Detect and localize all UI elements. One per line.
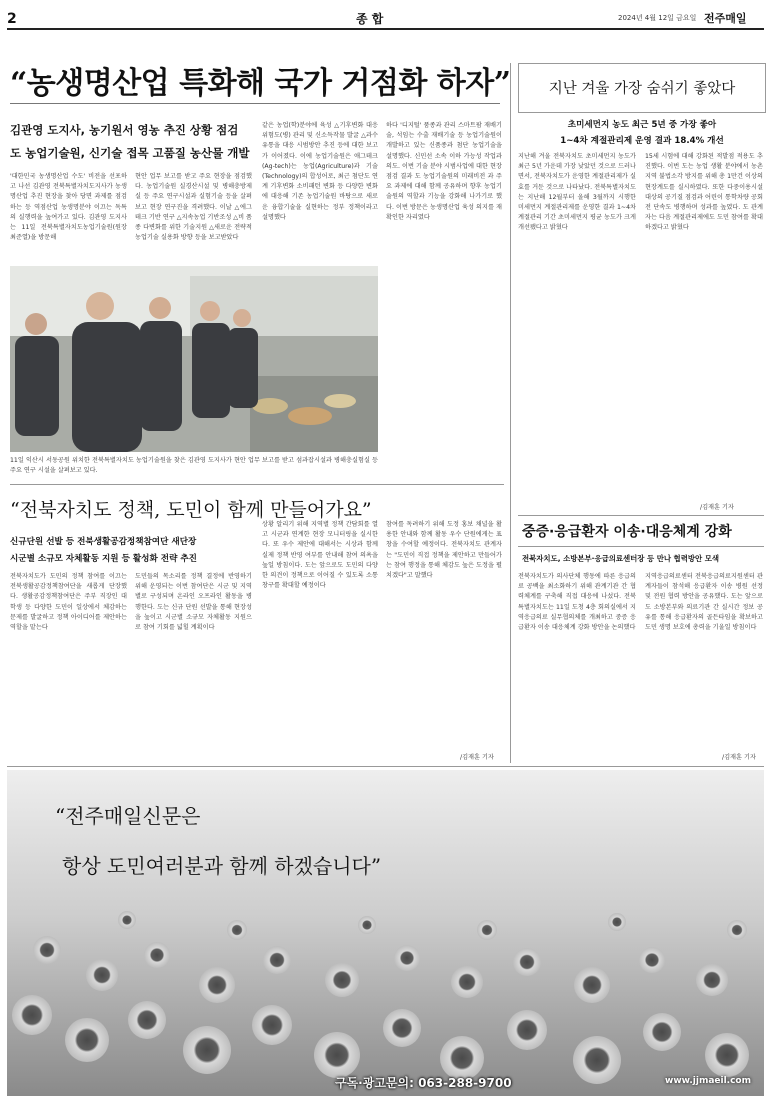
side1-body-col2: 15세 시험에 대해 강화된 적발점 적용도 추진했다. 이번 도는 농업 생활 분야에서 농촌지역 불법소각 방지를 위해 총 1만건 이상의 현장계도를 실시하였다. 또한 다중이용시설 대상의 공기질 점검과 어린이 통학차량 공회전 단속도 병행하며 성과를 높였다. 도 관계자는 다음 계절관리제에도 도민 참여를 확대하겠다고 밝혔다: [645, 153, 763, 232]
main-body-col3: 같은 농업(학)분야에 육성 △기후변화 대응 위험도(병) 관리 및 신소득작물 발굴 △과수유통을 대응 시범방안 추진 등에 대한 보고가 이어졌다. 이에 농업기술원은 애그테크(Ag-tech)는 농업(Agriculture)과 기술(Technology)의 합성어로, 최근 첨단도 연계 기후변화 소비패턴 변화 등 다양한 변화에 대응해 기존 농업기술원 바탕으로 새로운 융합기술을 실현하는 정부 정책이라고 설명했다: [262, 122, 378, 221]
side1-body-col1: 지난해 겨울 전북자치도 초미세먼지 농도가 최근 5년 가운데 가장 낮았던 것으로 드러나면서, 전북자치도가 운영한 계절관리제가 실효를 거둔 것으로 나타났다. 전북특별자치도는 지난해 12월부터 올해 3월까지 시행한 미세먼지 계절관리제를 운영한 결과 1~4차 계절관리 기간 초미세먼지 평균 농도가 크게 개선됐다고 밝혔다: [518, 153, 636, 232]
main-subheadline-1: 김관영 도지사, 농기원서 영농 추진 상황 점검: [10, 123, 239, 137]
side1-subheadline-2: 1~4차 계절관리제 운영 결과 18.4% 개선: [560, 136, 724, 146]
second-body-col3: 상황 알리기 위해 지역별 정책 간담회를 열고 시군과 연계한 현장 모니터링을 실시한다. 또 우수 제안에 대해서는 시상과 함께 실제 정책 반영 여부를 안내해 참여 의욕을 높일 방침이다. 도는 앞으로도 도민의 다양한 의견이 정책으로 이어질 수 있도록 소통 창구를 확대할 예정이다: [262, 521, 378, 590]
main-body-col4: 하다 '디지털' 품종과 관리 스마트팜 재배기술, 석임는 수출 재배기술 등 농업기술원이 개발하고 있는 신품종과 첨단 농업기술을 설명했다. 신민선 소속 이하 가능성 작업과 의도. 이번 기술 분야 시범사업에 대한 현장 점검 결과 도 농업기술원의 미래비전 과 주요 과제에 대해 함께 공유하며 향후 농업기술원의 역할과 기능을 강화해 나가기로 했다. 이번 방문은 농생명산업 육성 의지를 재확인한 자리였다: [386, 122, 502, 221]
main-headline: “농생명산업 특화해 국가 거점화 하자”: [10, 66, 511, 101]
header-rule: [7, 28, 764, 30]
main-headline-rule: [10, 103, 500, 104]
side1-headline: 지난 겨울 가장 숨쉬기 좋았다: [548, 81, 736, 97]
second-body-col2: 도민들의 목소리를 정책 결정에 반영하기 위해 운영되는 이번 참여단은 시군 및 지역별로 구성되며 온라인 오프라인 활동을 병행한다. 도는 신규 단원 선발을 통해 현장성을 높이고 시군별 소규모 자체활동 지원으로 참여 기회를 넓힐 계획이다: [135, 573, 252, 632]
side2-headline-rule: [518, 546, 764, 547]
side2-body-col1: 전북자치도가 의사단체 행동에 따른 응급의료 공백을 최소화하기 위해 관계기관 간 협력체계를 구축해 직접 대응에 나섰다. 전북특별자치도는 11일 도청 4층 회의실에서 지역응급의료 실무협의체를 개최하고 중증 응급환자 이송 대응체계 강화 방안을 논의했다: [518, 573, 636, 632]
ad-contact: 구독·광고문의: 063-288-9700: [335, 1076, 512, 1090]
side1-subheadline-1: 초미세먼지 농도 최근 5년 중 가장 좋아: [567, 120, 717, 130]
ad-slogan-line1: “전주매일신문은: [55, 804, 201, 828]
main-body-col2: 현안 업무 보고를 받고 주요 현장을 점검했다. 농업기술원 실경산시설 및 병해충방제실 등 주요 연구시설과 실험기술 등을 살펴보고 현장 연구진을 격려했다. 이날 △에그테크 기반 연구 △지속농업 기반조성 △비 품종 다변화를 위한 기술지원 △새로운 전략적 농업기술 실용화 방향 등을 보고받았다: [135, 173, 252, 242]
side-divider: [510, 63, 511, 763]
ad-slogan-line2: 항상 도민여러분과 함께 하겠습니다”: [62, 854, 382, 878]
side2-byline: /김재훈 기자: [722, 754, 756, 761]
main-subheadline-2: 도 농업기술원, 신기술 접목 고품질 농산물 개발: [10, 146, 250, 160]
second-top-rule: [10, 484, 504, 485]
second-subheadline-2: 시군별 소규모 자체활동 지원 등 활성화 전략 추진: [10, 554, 197, 564]
issue-date: 2024년 4월 12일 금요일: [618, 14, 697, 22]
inspection-photo-icon: [10, 266, 378, 452]
side2-body-col2: 지역응급의료센터 전북응급의료지원센터 관계자들이 참석해 응급환자 이송 병원 선정 및 전원 협력 방안을 공유했다. 도는 앞으로도 소방본부와 의료기관 간 실시간 정보 공유를 통해 응급환자의 골든타임을 확보하고 도민 생명 보호에 총력을 기울일 방침이다: [645, 573, 763, 632]
main-photo-caption-text: 11일 익산시 서동공원 위치한 전북특별자치도 농업기술원을 찾은 김관영 도지사가 현안 업무 보고를 받고 섬과잡시설과 병해충실험실 등 주요 연구 시설을 살펴보고 있다.: [10, 457, 378, 474]
section-label: 종 합: [356, 12, 384, 26]
second-headline: “전북자치도 정책, 도민이 함께 만들어가요”: [10, 499, 372, 521]
ad-top-rule: [7, 766, 764, 767]
main-body-col1: '대한민국 농생명산업 수도' 비전을 선포하고 나선 김관영 전북특별자치도지사가 농생명산업 추진 현장을 찾아 당면 과제를 점검하는 등 역점산업 농생명분야 이끄는 독특의 실행력을 높여가고 있다. 김관영 도지사는 11일 전북특별자치도농업기술원(원장 최준열)을 방문해: [10, 173, 127, 242]
side2-headline: 중증·응급환자 이송·대응체계 강화: [522, 524, 732, 540]
second-body-col4: 참여를 독려하기 위해 도정 홍보 채널을 활용한 안내와 함께 활동 우수 단원에게는 표창을 수여할 예정이다. 전북자치도 관계자는 "도민이 직접 정책을 제안하고 만들어가는 참여 행정을 통해 체감도 높은 도정을 펼치겠다"고 말했다: [386, 521, 502, 580]
side2-subheadline-1: 전북자치도, 소방본부·응급의료센터장 등 만나 협력방안 모색: [522, 554, 719, 563]
side1-byline: /김재훈 기자: [700, 504, 734, 511]
second-subheadline-1: 신규단원 선발 등 전북생활공감정책참여단 새단장: [10, 537, 197, 547]
ad-url[interactable]: www.jjmaeil.com: [665, 1076, 751, 1086]
main-photo: [10, 266, 378, 452]
side-section-rule: [518, 515, 764, 516]
page-number: 2: [7, 11, 17, 27]
second-byline: /김재훈 기자: [460, 754, 494, 761]
paper-name: 전주매일: [704, 12, 747, 25]
second-body-col1: 전북자치도가 도민의 정책 참여를 이끄는 전북생활공감정책참여단을 새롭게 단장했다. 생활공감정책참여단은 주부 직장인 대학생 등 다양한 도민이 일상에서 체감하는 문제를 발굴하고 정책 아이디어를 제안하는 역할을 맡는다: [10, 573, 127, 632]
